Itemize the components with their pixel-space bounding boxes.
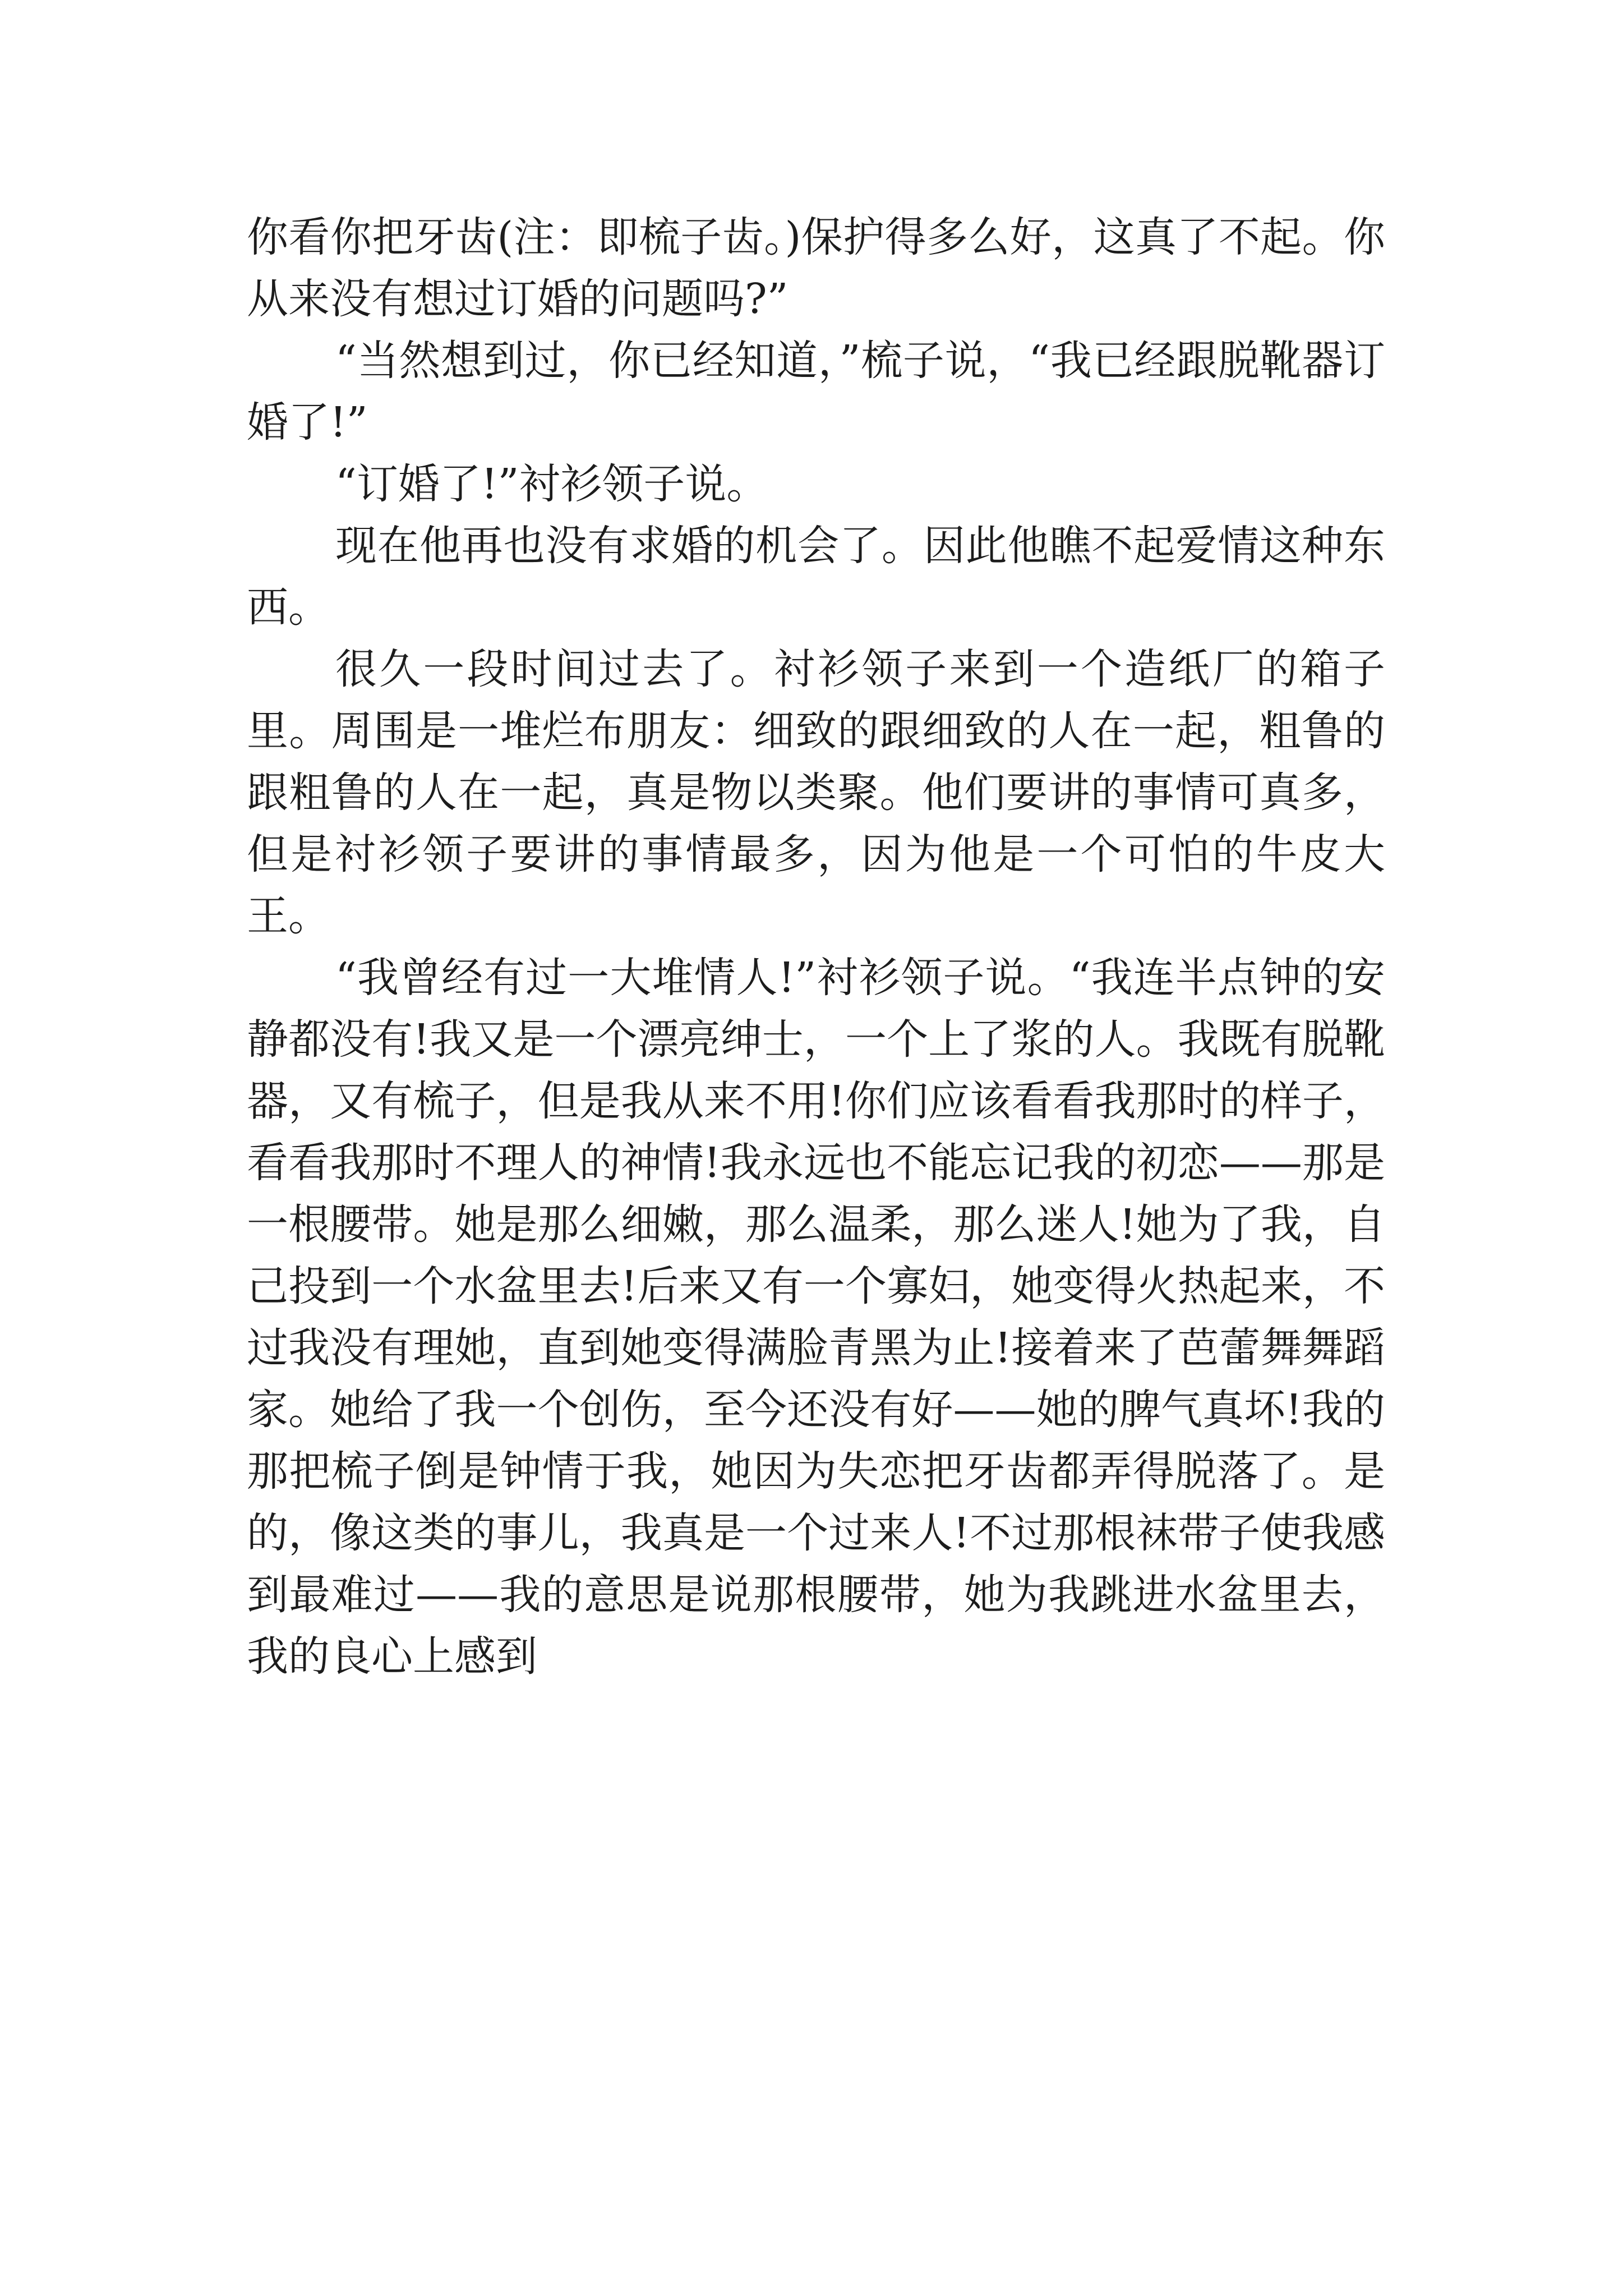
story-text <box>247 206 1385 1687</box>
paragraph-2: “当然想到过，你已经知道，”梳子说，“我已经跟脱靴器订婚了!” <box>247 337 1385 447</box>
paragraph-4: 现在他再也没有求婚的机会了。因此他瞧不起爱情这种东西。 <box>247 522 1385 632</box>
paragraph-5: 很久一段时间过去了。衬衫领子来到一个造纸厂的箱子里。周围是一堆烂布朋友：细致的跟细致的人在一起，粗鲁的跟粗鲁的人在一起，真是物以类聚。他们要讲的事情可真多，但是衬衫领子要讲的事情最多，因为他是一个可怕的牛皮大王。 <box>247 645 1385 940</box>
paragraph-1: 你看你把牙齿(注：即梳子齿。)保护得多么好，这真了不起。你从来没有想过订婚的问题吗?” <box>247 213 1385 323</box>
paragraph-6: “我曾经有过一大堆情人!”衬衫领子说。“我连半点钟的安静都没有!我又是一个漂亮绅士，一个上了浆的人。我既有脱靴器，又有梳子，但是我从来不用!你们应该看看我那时的样子，看看我那时不理人的神情!我永远也不能忘记我的初恋——那是一根腰带。她是那么细嫩，那么温柔，那么迷人!她为了我，自己投到一个水盆里去!后来又有一个寡妇，她变得火热起来，不过我没有理她，直到她变得满脸青黑为止!接着来了芭蕾舞舞蹈家。她给了我一个创伤，至今还没有好——她的脾气真坏!我的那把梳子倒是钟情于我，她因为失恋把牙齿都弄得脱落了。是的，像这类的事儿，我真是一个过来人!不过那根袜带子使我感到最难过——我的意思是说那根腰带，她为我跳进水盆里去，我的良心上感到 <box>247 954 1385 1681</box>
paragraph-3: “订婚了!”衬衫领子说。 <box>335 460 768 508</box>
